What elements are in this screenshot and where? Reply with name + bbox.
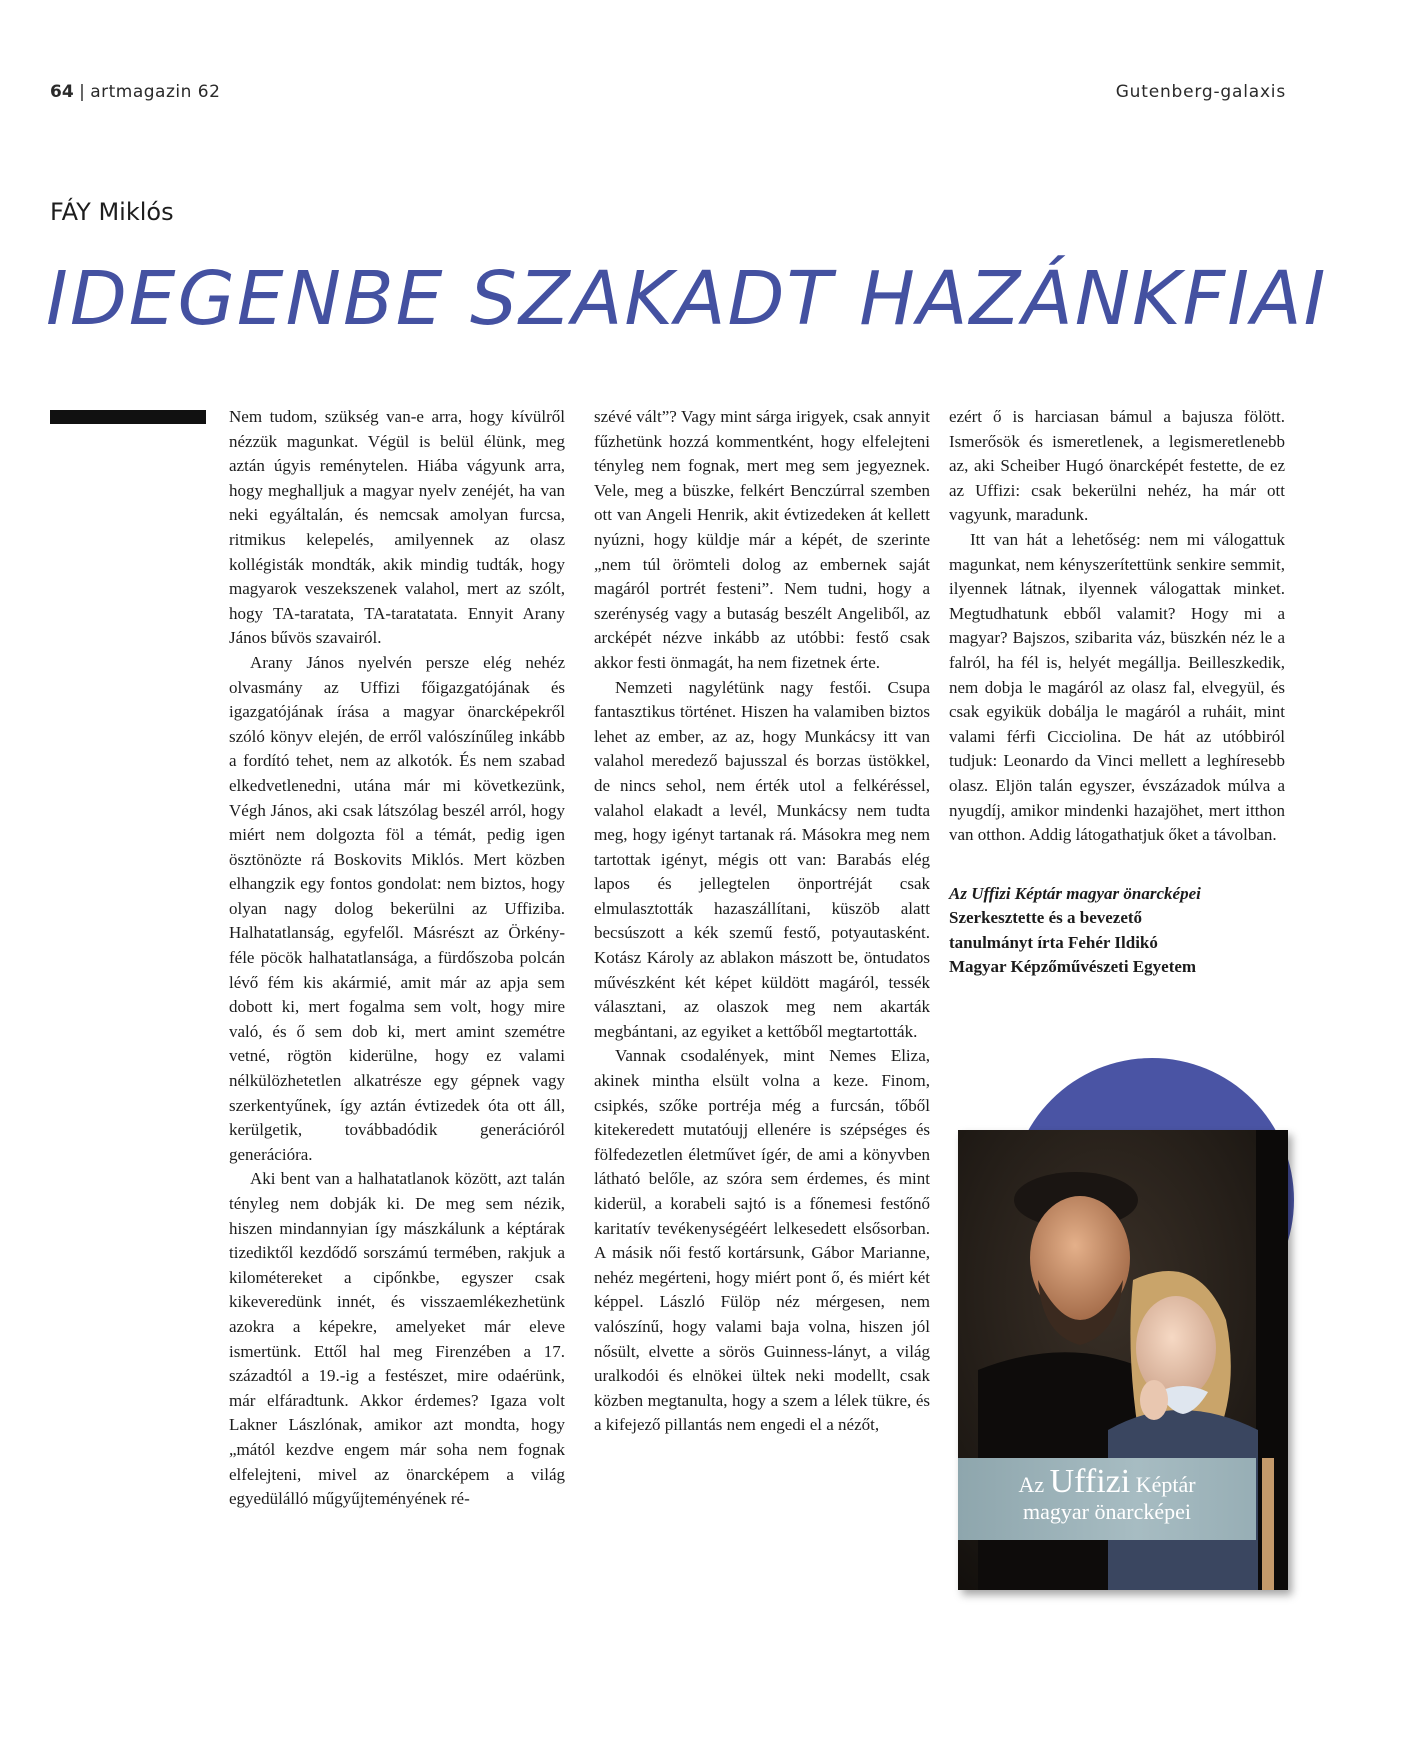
- paragraph: Arany János nyelvén persze elég nehéz olvasmány az Uffizi főigazgatójának és igazgatójának írása a magyar önarcképekről szóló könyv elején, de erről valószínűleg inkább a fordító tehet, nem az alkotók. És nem szabad elkedvetlenedni, utána már mi következünk, Végh János, aki csak látszólag beszél arról, hogy miért nem dolgozta föl a témát, pedig igen ösztönözte rá Boskovits Miklós. Mert közben elhangzik egy fontos gondolat: nem biztos, hogy olyan nagy dolog bekerülni az Uffiziba. Halhatatlanság, egyfelől. Másrészt az Örkény-féle pöcök halhatatlansága, a fürdőszoba polcán lévő fém kis akármié, amit már az apja sem dobott ki, mert fogalma sem volt, hogy mire való, és ő sem dob ki, mert amint szemétre vetné, rögtön kiderülne, hogy ez valami nélkülözhetetlen alkatrésze egy gépnek vagy szerkentyűnek, így aztán évtizedek óta ott áll, kerülgetik, továbbadódik generációról generációra.: [229, 652, 565, 1164]
- decorative-rule: [50, 410, 206, 424]
- folio-separator: |: [79, 82, 85, 102]
- paragraph: Vannak csodalények, mint Nemes Eliza, akinek mintha elsült volna a keze. Finom, csipkés, szőke portréja még a furcsán, tőből kitekeredett mutatóujj ellenére is szépséges és fölfedezetlen életművet ígér, de ami a könyvben látható belőle, az szóra sem érdemes, és mint kiderül, a korabeli sajtó is a főnemesi festőnő karitatív tevékenységéért lelkesedett elsősorban. A másik női festő kortársunk, Gábor Marianne, nehéz megérteni, hogy miért pont ő, és miért két képpel. László Fülöp néz mérgesen, nem valószínű, hogy valami baja volna, hiszen jól nősült, elvette a sörös Guinness-lányt, a világ uralkodói és elnökei ültek neki modellt, csak közben megtanulta, hogy a szem a lélek tükre, és a kifejező pillantás nem engedi el a nézőt,: [594, 1046, 930, 1435]
- page-number: 64: [50, 82, 74, 102]
- book-title: Az Uffizi Képtár magyar önarcképei: [949, 883, 1201, 903]
- paragraph: ezért ő is harciasan bámul a bajusza fölött. Ismerősök és ismeretlenek, a legismeretlenebb az, aki Scheiber Hugó önarcképét festette, de ez az Uffizi: csak bekerülni nehéz, ha már ott vagyunk, maradunk.: [949, 407, 1285, 525]
- text-column-1: [229, 405, 565, 1512]
- cover-title-line-2: magyar önarcképei: [1023, 1499, 1191, 1524]
- cover-word-uffizi: Uffizi: [1049, 1463, 1131, 1500]
- paragraph: Nem tudom, szükség van-e arra, hogy kívülről nézzük magunkat. Végül is belül élünk, meg aztán úgyis reménytelen. Hiába vágyunk arra, hogy meghalljuk a magyar nyelv zenéjét, ha van neki egyáltalán, és nemcsak amolyan furcsa, ritmikus kelepelés, amilyennek az olasz kollégisták mondták, akik mindig tudták, hogy magyarok veszekszenek valahol, mert az szólt, hogy TA-taratata, TA-taratatata. Ennyit Arany János bűvös szavairól.: [229, 407, 565, 648]
- book-info: [949, 882, 1285, 980]
- cover-spine-band: [1262, 1458, 1274, 1590]
- paragraph: Aki bent van a halhatatlanok között, azt talán tényleg nem dobják ki. De meg sem nézik, hiszen mindannyian így mászkálunk a képtárak tizediktől kezdődő sorszámú termében, rakjuk a kilométereket a cipőnkbe, egyszer csak kikeveredünk innét, és visszaemlékezhetünk azokra a képekre, amelyeket már eleve ismertünk. Ettől hal meg Firenzében a 17. századtól a 19.-ig a festészet, mire odaérünk, már elfáradtunk. Akkor érdemes? Igaza volt Lakner Lászlónak, amikor azt mondta, hogy „mától kezdve engem már soha nem fognak elfelejteni, mivel az önarcképem a világ egyedülálló műgyűjteményének ré-: [229, 1169, 565, 1509]
- cover-word: Képtár: [1135, 1472, 1196, 1497]
- book-editor-name: tanulmányt írta Fehér Ildikó: [949, 932, 1158, 952]
- article-title: IDEGENBE SZAKADT HAZÁNKFIAI: [46, 256, 1328, 342]
- folio: [50, 82, 220, 102]
- magazine-name: artmagazin 62: [90, 82, 221, 102]
- running-head: [50, 82, 1286, 102]
- text-column-2: [594, 405, 930, 1438]
- paragraph: Nemzeti nagylétünk nagy festői. Csupa fantasztikus történet. Hiszen ha valamiben biztos lehet az ember, az az, hogy Munkácsy itt van valahol meredező bajusszal és borzas üstökkel, de nincs sehol, nem érték utol a felkéréssel, valahol elakadt a levél, Munkácsy nem tudta meg, hogy igényt tartanak rá. Másokra meg nem tartottak igényt, mégis ott van: Barabás elég lapos és jellegtelen önportréját csak elmulasztották hazaszállítani, küszöb alatt becsúszott a kék szemű festő, potyautasként. Kotász Károly az ablakon mászott be, öntudatos művészként két képet küldött magáról, tessék választani, az olaszok meg nem akarták megbántani, az egyiket a kettőből megtartották.: [594, 677, 930, 1041]
- text-column-3: [949, 405, 1285, 980]
- section-name: Gutenberg-galaxis: [1115, 82, 1286, 102]
- book-publisher: Magyar Képzőművészeti Egyetem: [949, 957, 1197, 977]
- cover-word: Az: [1018, 1472, 1045, 1497]
- book-editor-line: Szerkesztette és a bevezető: [949, 908, 1143, 928]
- author-name: FÁY Miklós: [50, 198, 174, 226]
- book-cover: [958, 1130, 1288, 1590]
- paragraph: Itt van hát a lehetőség: nem mi válogattuk magunkat, nem kényszerítettünk senkire semmit, ilyennek látnak, ilyennek válogattak minket. Megtudhatunk ebből valamit? Hogy mi a magyar? Bajszos, szibarita váz, büszkén néz le a falról, ha fél is, helyét megállja. Beilleszkedik, nem dobja le magáról az olasz fal, elvegyül, és csak egyikük dobálja le magáról a ruháit, mint valami férfi Cicciolina. De hát az utóbbiról tudjuk: Leonardo da Vinci mellett a leghíresebb olasz. Eljön talán egyszer, évszázadok múlva a nyugdíj, amikor mindenki hazajöhet, mert itthon van otthon. Addig látogathatjuk őket a távolban.: [949, 529, 1285, 845]
- paragraph: szévé vált”? Vagy mint sárga irigyek, csak annyit fűzhetünk hozzá kommentként, hogy elfelejteni tényleg nem fognak, mert meg sem jegyeznek. Vele, meg a büszke, felkért Benczúrral szemben ott van Angeli Henrik, akit évtizedeken át kellett nyúzni, hogy küldje már a képét, de szerinte „nem túl örömteli dolog az embernek saját magáról portrét festeni”. Nem tudni, hogy a szerénység vagy a butaság beszélt Angeliből, az arcképét nézve inkább az utóbbi: festő csak akkor festi önmagát, ha nem fizetnek érte.: [594, 407, 930, 672]
- cover-title-line-1: [958, 1463, 1256, 1500]
- cover-title-bar: [958, 1458, 1256, 1540]
